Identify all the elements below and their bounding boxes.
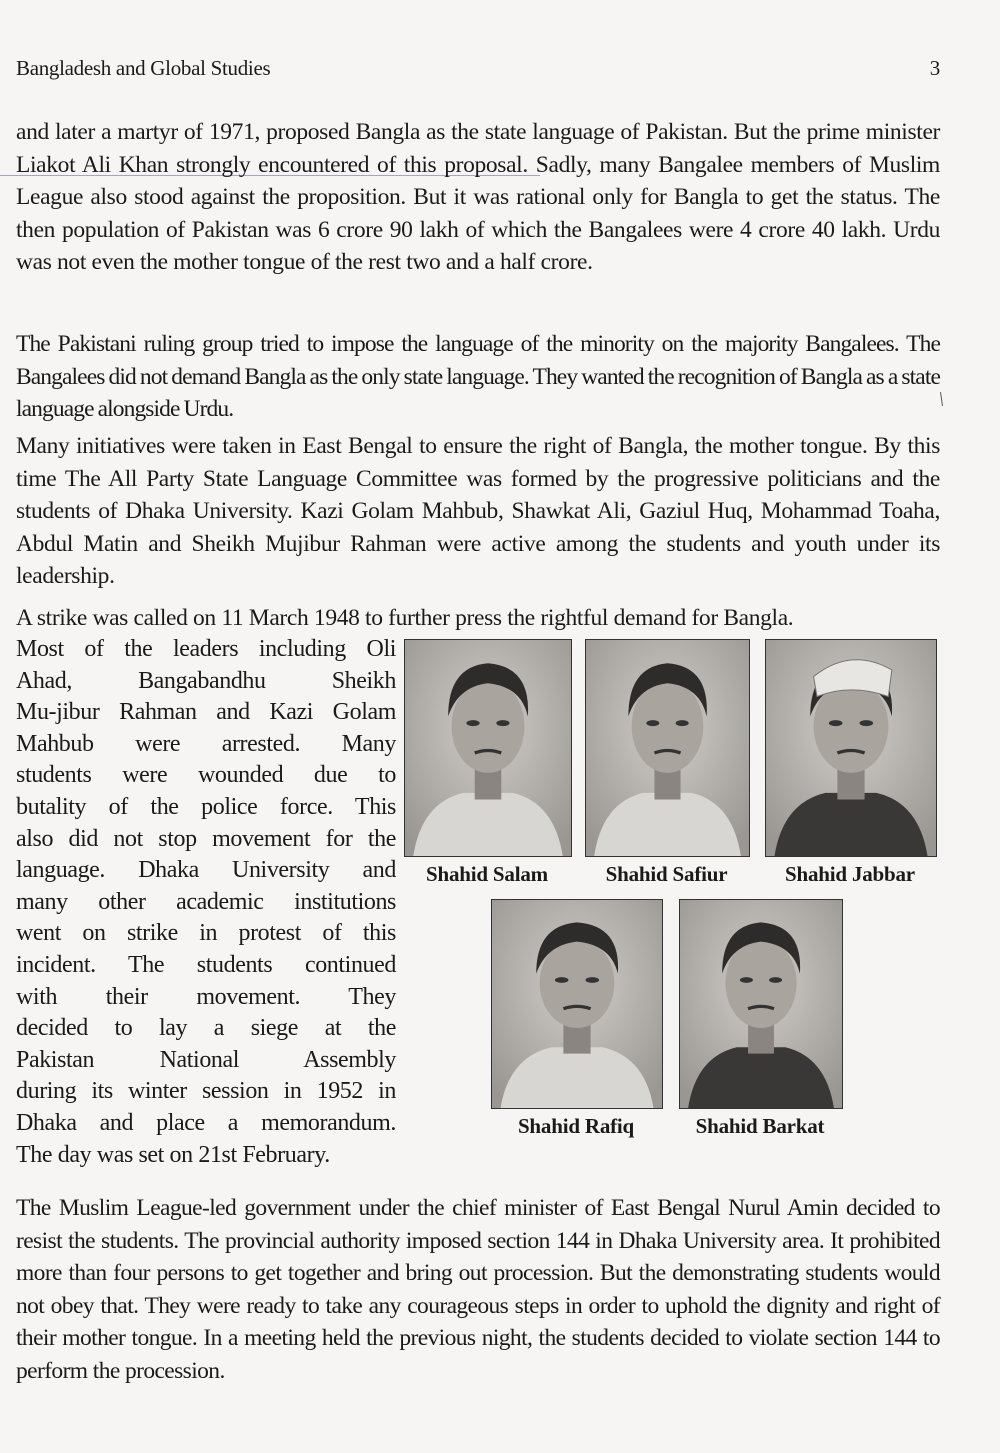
portrait-shahid-salam (404, 639, 572, 857)
caption-shahid-jabbar: Shahid Jabbar (785, 862, 915, 886)
paragraph-4-line: Ahad, Bangabandhu Sheikh (16, 667, 396, 694)
paragraph-4-line: Pakistan National Assembly (16, 1046, 396, 1073)
caption-shahid-safiur: Shahid Safiur (605, 862, 728, 886)
paragraph-4-line: students were wounded due to (16, 762, 396, 789)
paragraph-4-line: Most of the leaders including Oli (16, 636, 396, 662)
paragraph-1: and later a martyr of 1971, proposed Bangla as the state language of Pakistan. But the prime minister Liakot Ali Khan strongly encountered of this proposal. Sadly, many Bangalee members of Muslim League also stood against the proposition. But it was rational only for Bangla to get the status. The then population of Pakistan was 6 crore 90 lakh of which the Bangalees were 4 crore 40 lakh. Urdu was not even the mother tongue of the rest two and a half crore. (16, 119, 940, 276)
paragraph-4-line: butality of the police force. This (16, 793, 396, 820)
paragraph-4-line: during its winter session in 1952 in (16, 1078, 396, 1105)
paragraph-4-line: incident. The students continued (16, 951, 396, 978)
portrait-shahid-barkat (679, 899, 843, 1109)
portrait-illustration (405, 640, 571, 856)
portrait-illustration (680, 900, 842, 1108)
paragraph-4-line: Mu-jibur Rahman and Kazi Golam (16, 699, 396, 726)
page-number: 3 (929, 56, 940, 80)
paragraph-4-line: Mahbub were arrested. Many (16, 730, 396, 757)
paragraph-4-line: with their movement. They (16, 983, 396, 1010)
paragraph-4-line: The day was set on 21st February. (16, 1141, 330, 1168)
paragraph-4-line: language. Dhaka University and (16, 857, 396, 884)
portrait-shahid-safiur (585, 639, 750, 857)
portrait-illustration (766, 640, 936, 856)
portrait-shahid-rafiq (491, 899, 663, 1109)
caption-shahid-salam: Shahid Salam (426, 862, 548, 886)
portrait-illustration (492, 900, 662, 1108)
paragraph-5: The Muslim League-led government under the chief minister of East Bengal Nurul Amin decided to resist the students. The provincial authority imposed section 144 in Dhaka University area. It prohibited more than four persons to get together and bring out procession. But the demonstrating students would not obey that. They were ready to take any courageous steps in order to uphold the dignity and right of their mother tongue. In a meeting held the previous night, the students decided to violate section 144 to perform the procession. (16, 1195, 940, 1384)
book-title: Bangladesh and Global Studies (16, 56, 271, 80)
portrait-illustration (586, 640, 749, 856)
paragraph-4-first-line: A strike was called on 11 March 1948 to further press the rightful demand for Bangla. (16, 605, 794, 631)
paragraph-4-line: also did not stop movement for the (16, 825, 396, 852)
paragraph-4-wrapped (16, 634, 396, 1171)
paragraph-4-line: many other academic institutions (16, 888, 396, 915)
paragraph-3: Many initiatives were taken in East Bengal to ensure the right of Bangla, the mother tongue. By this time The All Party State Language Committee was formed by the progressive politicians and the students of Dhaka University. Kazi Golam Mahbub, Shawkat Ali, Gaziul Huq, Mohammad Toaha, Abdul Matin and Sheikh Mujibur Rahman were active among the students and youth under its leadership. (16, 433, 940, 590)
running-header (16, 56, 940, 81)
paragraph-4-line: went on strike in protest of this (16, 920, 396, 947)
pen-tick-mark (940, 392, 943, 406)
paragraph-4-line: Dhaka and place a memorandum. (16, 1109, 396, 1136)
caption-shahid-barkat: Shahid Barkat (695, 1114, 825, 1138)
caption-shahid-rafiq: Shahid Rafiq (517, 1114, 635, 1138)
portrait-shahid-jabbar (765, 639, 937, 857)
paragraph-2: The Pakistani ruling group tried to impose the language of the minority on the majority Bangalees. The Bangalees did not demand Bangla as the only state language. They wanted the recognition of Bangla as a state language alongside Urdu. (16, 331, 940, 423)
paragraph-4-line: decided to lay a siege at the (16, 1015, 396, 1042)
